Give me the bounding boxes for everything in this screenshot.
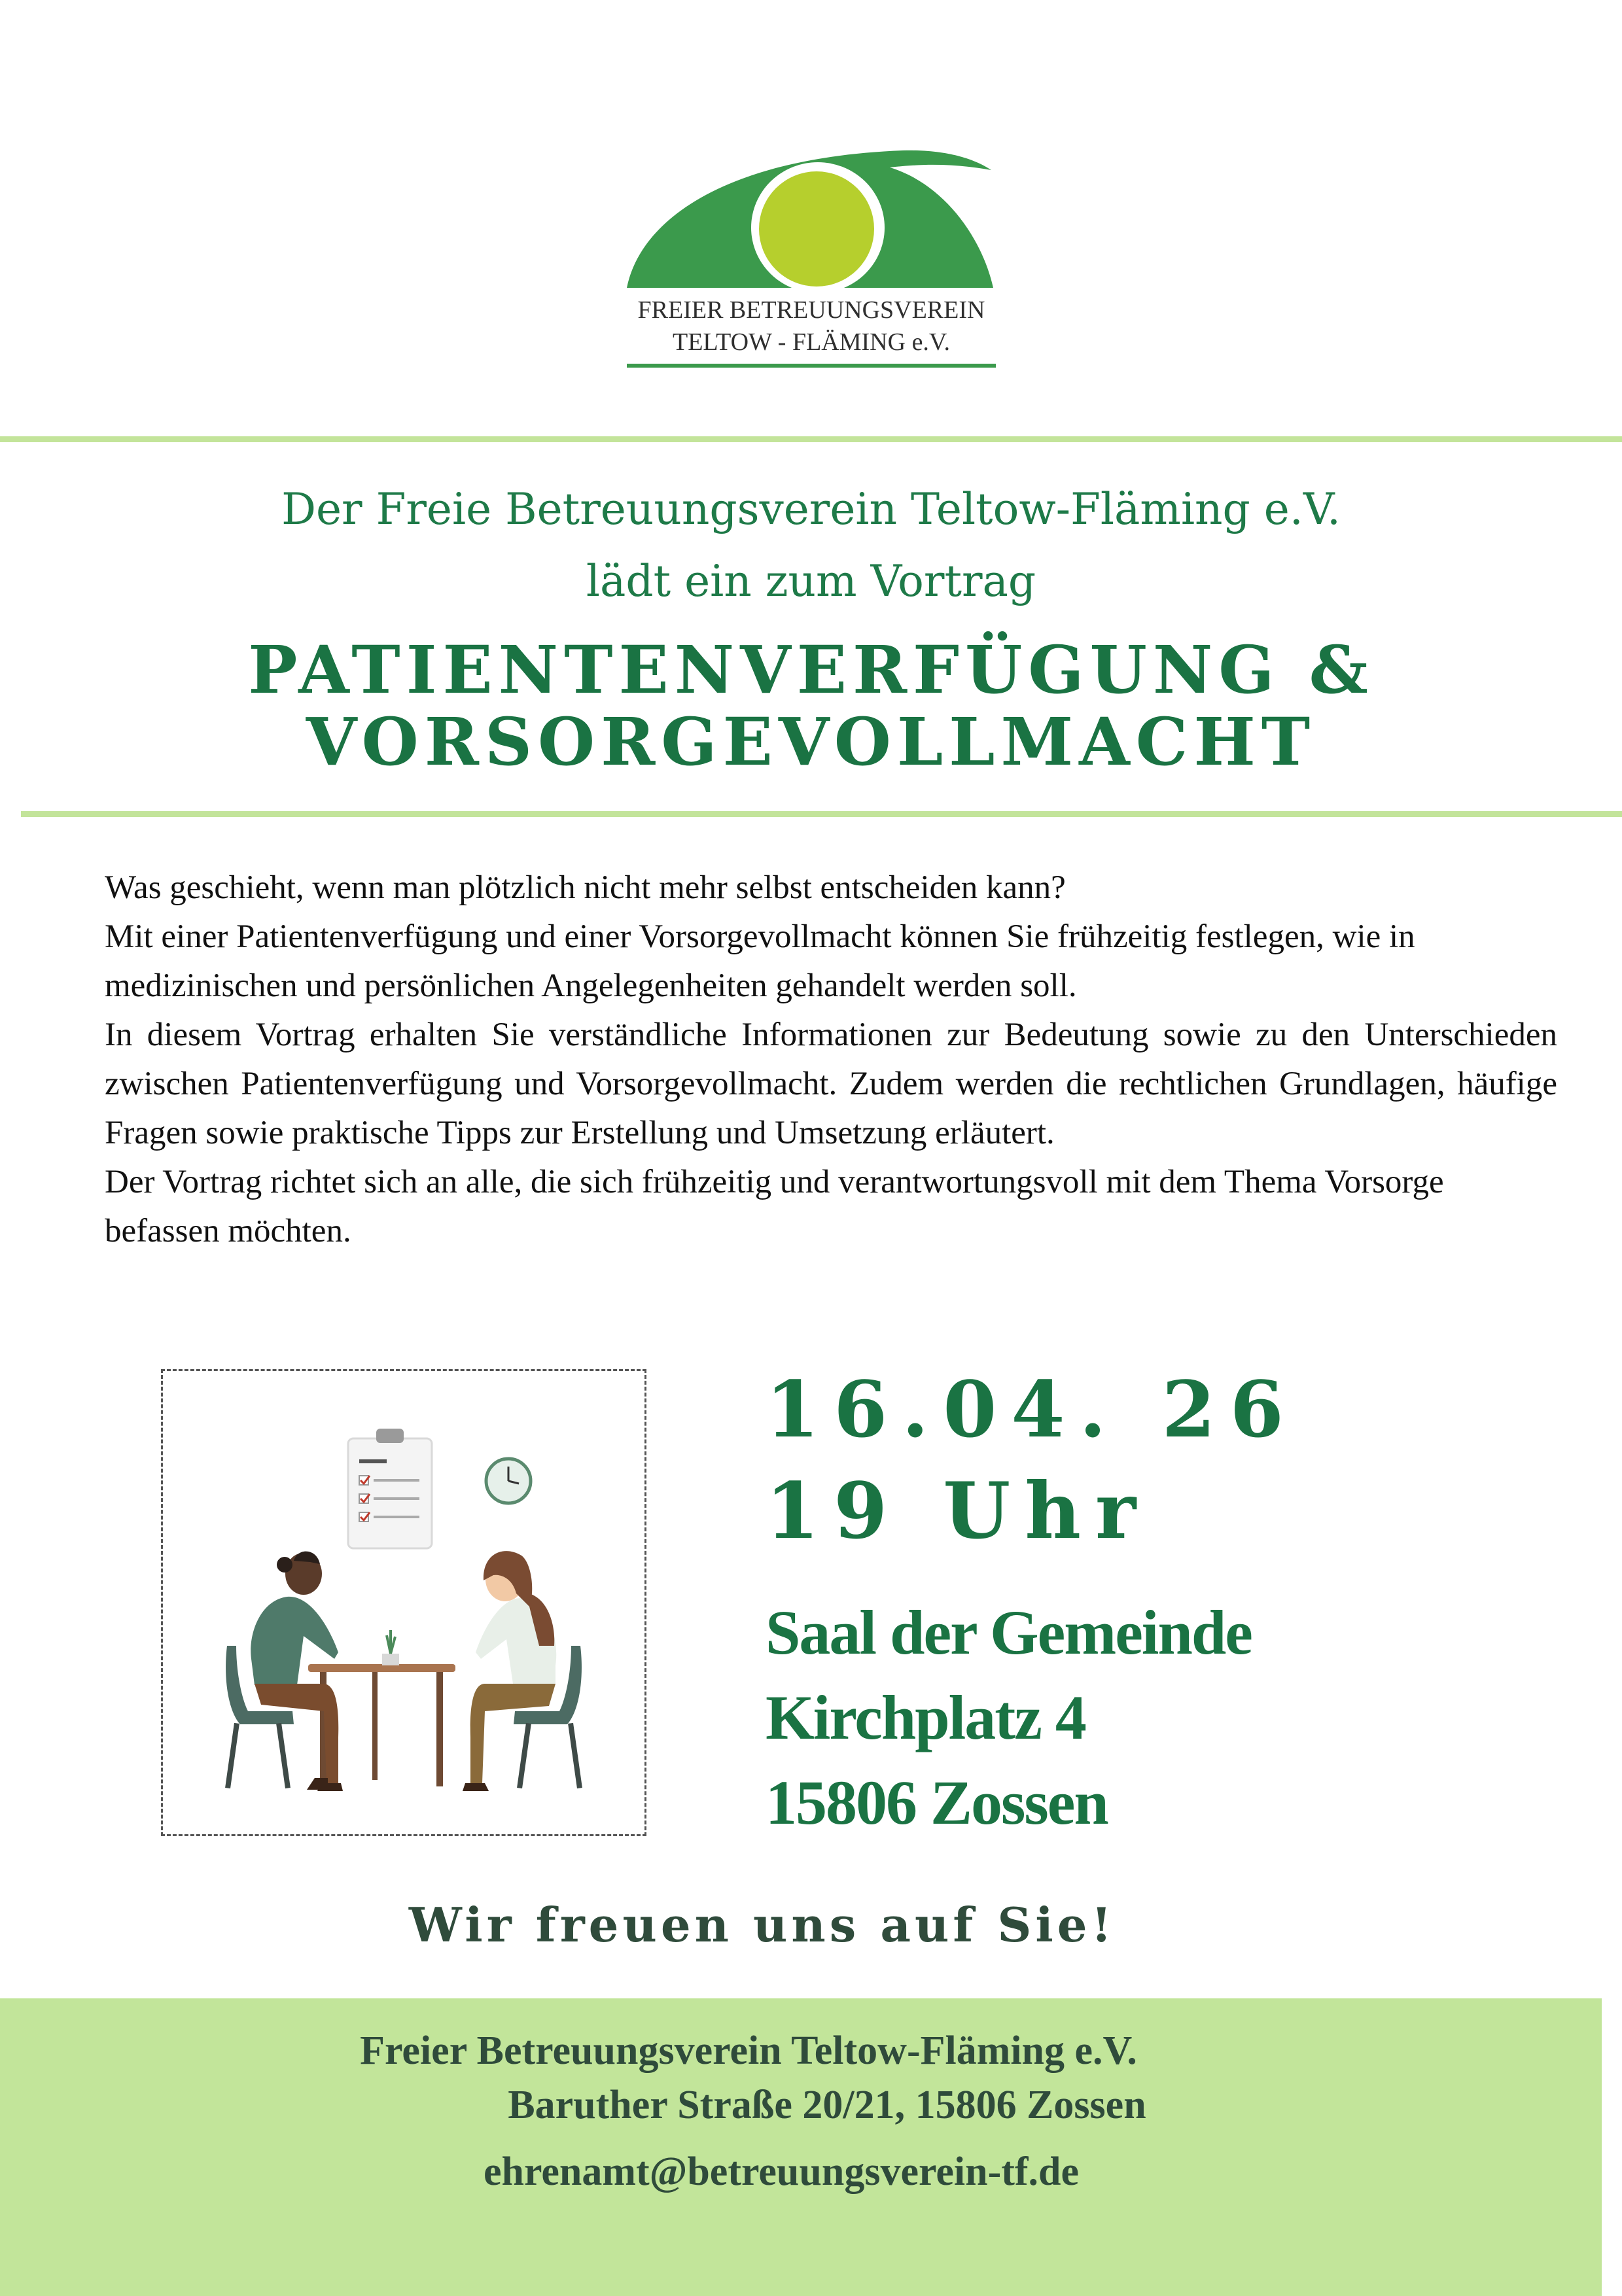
consultation-illustration [161, 1369, 646, 1836]
footer-email-link[interactable]: ehrenamt@betreuungsverein-tf.de [483, 2149, 1080, 2194]
headline-line-2: VORSORGEVOLLMACHT [306, 703, 1316, 780]
venue-city: 15806 Zossen [766, 1767, 1108, 1837]
footer-organization: Freier Betreuungsverein Teltow-Fläming e.V. [360, 2028, 1137, 2073]
person-right [463, 1551, 556, 1791]
wall-clock-icon [486, 1459, 531, 1503]
consultation-scene-image [163, 1371, 644, 1834]
closing-message: Wir freuen uns auf Sie! [408, 1897, 1116, 1953]
headline-line-1: PATIENTENVERFÜGUNG & [248, 631, 1374, 708]
body-paragraph-purpose: Mit einer Patientenverfügung und einer Vorsorgevollmacht können Sie frühzeitig festlegen, wie in medizinischen und persönlichen Angelegenheiten gehandelt werden soll. [105, 918, 1415, 1004]
logo-text-line2: TELTOW - FLÄMING e.V. [673, 328, 950, 356]
organization-logo [615, 144, 1008, 379]
venue-name: Saal der Gemeinde [766, 1597, 1252, 1667]
body-text [105, 863, 1557, 1256]
intro-line-2: lädt ein zum Vortrag [586, 556, 1036, 606]
logo-text-line1: FREIER BETREUUNGSVEREIN [637, 296, 985, 324]
footer-address: Baruther Straße 20/21, 15806 Zossen [508, 2083, 1146, 2127]
body-paragraph-audience: Der Vortrag richtet sich an alle, die sich frühzeitig und verantwortungsvoll mit dem Thema Vorsorge befassen möchten. [105, 1164, 1444, 1249]
logo-underline [627, 364, 996, 368]
event-date: 16.04. 26 [766, 1364, 1298, 1455]
intro-line-1: Der Freie Betreuungsverein Teltow-Fläming e.V. [281, 484, 1341, 534]
separator-top [0, 436, 1622, 442]
separator-middle [21, 811, 1622, 817]
clipboard-icon [348, 1429, 432, 1548]
event-time: 19 Uhr [766, 1465, 1151, 1556]
logo-graphic [615, 144, 1008, 379]
venue-street: Kirchplatz 4 [766, 1682, 1085, 1752]
body-paragraph-question: Was geschieht, wenn man plötzlich nicht mehr selbst entscheiden kann? [105, 869, 1066, 906]
body-paragraph-content: In diesem Vortrag erhalten Sie verständliche Informationen zur Bedeutung sowie zu den Unterschieden zwischen Patientenverfügung und Vorsorgevollmacht. Zudem werden die rechtlichen Grundlagen, häufige Fragen sowie praktische Tipps zur Erstellung und Umsetzung erläutert. [105, 1017, 1557, 1151]
